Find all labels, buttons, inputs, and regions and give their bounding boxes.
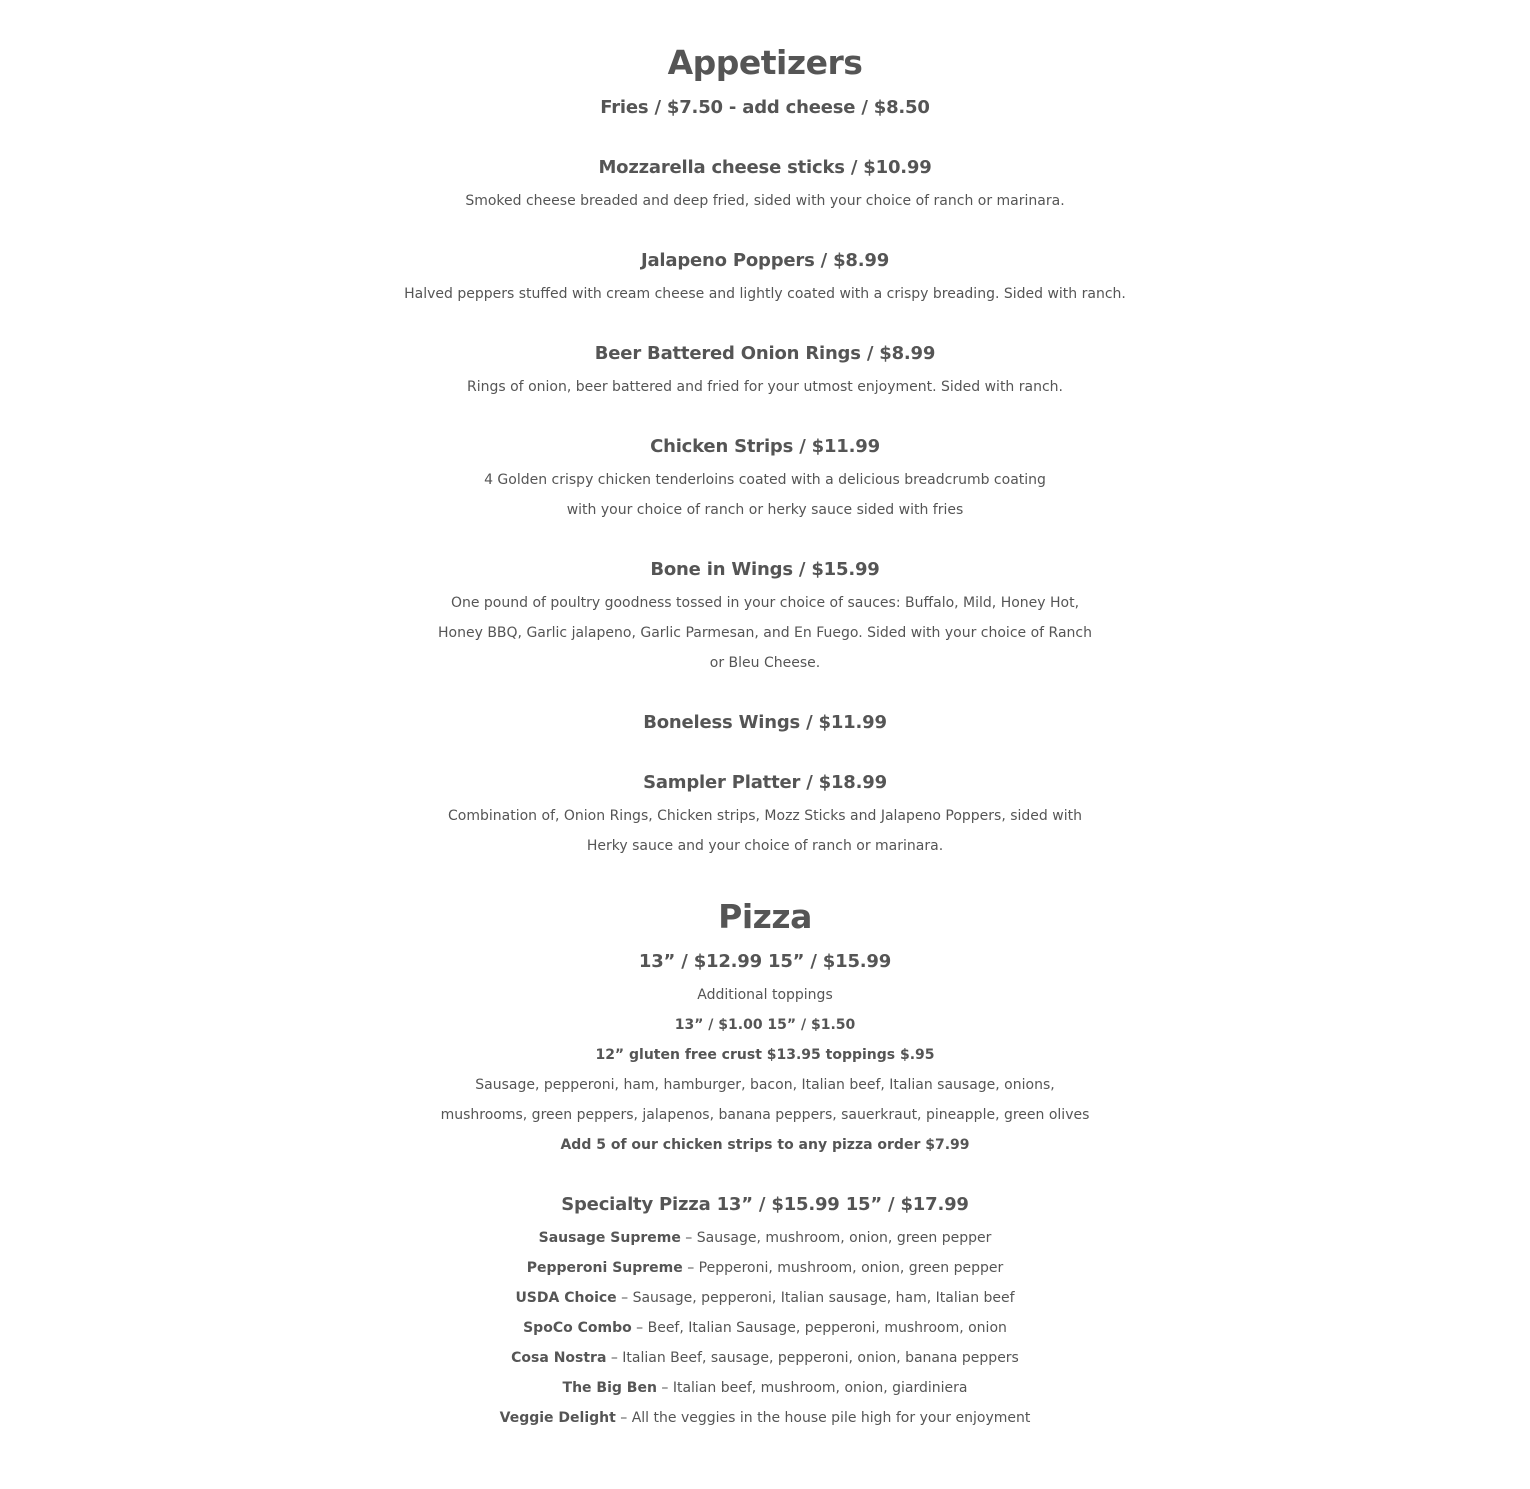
item-description: Combination of, Onion Rings, Chicken strips, Mozz Sticks and Jalapeno Poppers, sided with (448, 808, 1082, 824)
gluten-free-price: 12” gluten free crust $13.95 toppings $.95 (595, 1047, 935, 1063)
item-title: Boneless Wings / $11.99 (643, 712, 887, 733)
item-title: Mozzarella cheese sticks / $10.99 (598, 157, 932, 178)
specialty-item (0, 1313, 1530, 1343)
item-description: One pound of poultry goodness tossed in your choice of sauces: Buffalo, Mild, Honey Hot, (450, 595, 1080, 611)
item-title: Chicken Strips / $11.99 (650, 436, 880, 457)
item-title: Bone in Wings / $15.99 (650, 559, 880, 580)
toppings-list: Sausage, pepperoni, ham, hamburger, bacon, Italian beef, Italian sausage, onions, (475, 1077, 1055, 1093)
specialty-desc: – All the veggies in the house pile high for your enjoyment (615, 1410, 1031, 1426)
item-description: Halved peppers stuffed with cream cheese and lightly coated with a crispy breading. Sided with ranch. (404, 286, 1126, 302)
specialty-pizza-section (0, 1193, 1530, 1433)
specialty-name: SpoCo Combo (523, 1320, 632, 1336)
specialty-item (0, 1343, 1530, 1373)
item-description: Rings of onion, beer battered and fried for your utmost enjoyment. Sided with ranch. (467, 379, 1063, 395)
item-title: Beer Battered Onion Rings / $8.99 (594, 343, 936, 364)
item-description: with your choice of ranch or herky sauce sided with fries (566, 502, 964, 518)
specialty-name: Cosa Nostra (511, 1350, 607, 1366)
specialty-desc: – Beef, Italian Sausage, pepperoni, mushroom, onion (631, 1320, 1007, 1336)
specialty-item (0, 1373, 1530, 1403)
menu-item-sampler-platter (0, 771, 1530, 861)
specialty-name: Veggie Delight (499, 1410, 616, 1426)
chicken-strips-addon: Add 5 of our chicken strips to any pizza order $7.99 (560, 1137, 970, 1153)
specialty-desc: – Sausage, pepperoni, Italian sausage, ham, Italian beef (616, 1290, 1015, 1306)
menu-item-bone-in-wings (0, 558, 1530, 678)
specialty-desc: – Sausage, mushroom, onion, green pepper (680, 1230, 992, 1246)
specialty-item (0, 1403, 1530, 1433)
specialty-item (0, 1253, 1530, 1283)
specialty-name: Pepperoni Supreme (526, 1260, 683, 1276)
menu-item-mozzarella-sticks (0, 156, 1530, 216)
menu-item-onion-rings (0, 342, 1530, 402)
menu-item-jalapeno-poppers (0, 249, 1530, 309)
item-description: 4 Golden crispy chicken tenderloins coated with a delicious breadcrumb coating (484, 472, 1046, 488)
item-title: Sampler Platter / $18.99 (643, 772, 887, 793)
item-title: Fries / $7.50 - add cheese / $8.50 (600, 97, 930, 118)
specialty-name: USDA Choice (515, 1290, 617, 1306)
pizza-heading: Pizza (718, 897, 812, 936)
menu-item-chicken-strips (0, 435, 1530, 525)
specialty-item (0, 1283, 1530, 1313)
specialty-name: Sausage Supreme (538, 1230, 681, 1246)
additional-toppings-label: Additional toppings (697, 987, 833, 1003)
menu-item-boneless-wings (0, 711, 1530, 735)
specialty-desc: – Italian Beef, sausage, pepperoni, onion, banana peppers (606, 1350, 1019, 1366)
pizza-price-line: 13” / $12.99 15” / $15.99 (638, 951, 892, 972)
item-title: Jalapeno Poppers / $8.99 (640, 250, 890, 271)
specialty-item (0, 1223, 1530, 1253)
pizza-pricing (0, 950, 1530, 1160)
item-description: or Bleu Cheese. (709, 655, 821, 671)
item-description: Smoked cheese breaded and deep fried, sided with your choice of ranch or marinara. (465, 193, 1065, 209)
item-description: Honey BBQ, Garlic jalapeno, Garlic Parmesan, and En Fuego. Sided with your choice of Ranch (438, 625, 1092, 641)
menu-item-fries (0, 96, 1530, 120)
specialty-desc: – Pepperoni, mushroom, onion, green pepper (682, 1260, 1004, 1276)
topping-price: 13” / $1.00 15” / $1.50 (674, 1017, 856, 1033)
specialty-desc: – Italian beef, mushroom, onion, giardiniera (656, 1380, 968, 1396)
specialty-name: The Big Ben (562, 1380, 657, 1396)
toppings-list: mushrooms, green peppers, jalapenos, banana peppers, sauerkraut, pineapple, green olives (440, 1107, 1090, 1123)
appetizers-heading: Appetizers (667, 43, 863, 82)
specialty-pizza-title: Specialty Pizza 13” / $15.99 15” / $17.99 (561, 1194, 969, 1215)
item-description: Herky sauce and your choice of ranch or marinara. (586, 838, 944, 854)
